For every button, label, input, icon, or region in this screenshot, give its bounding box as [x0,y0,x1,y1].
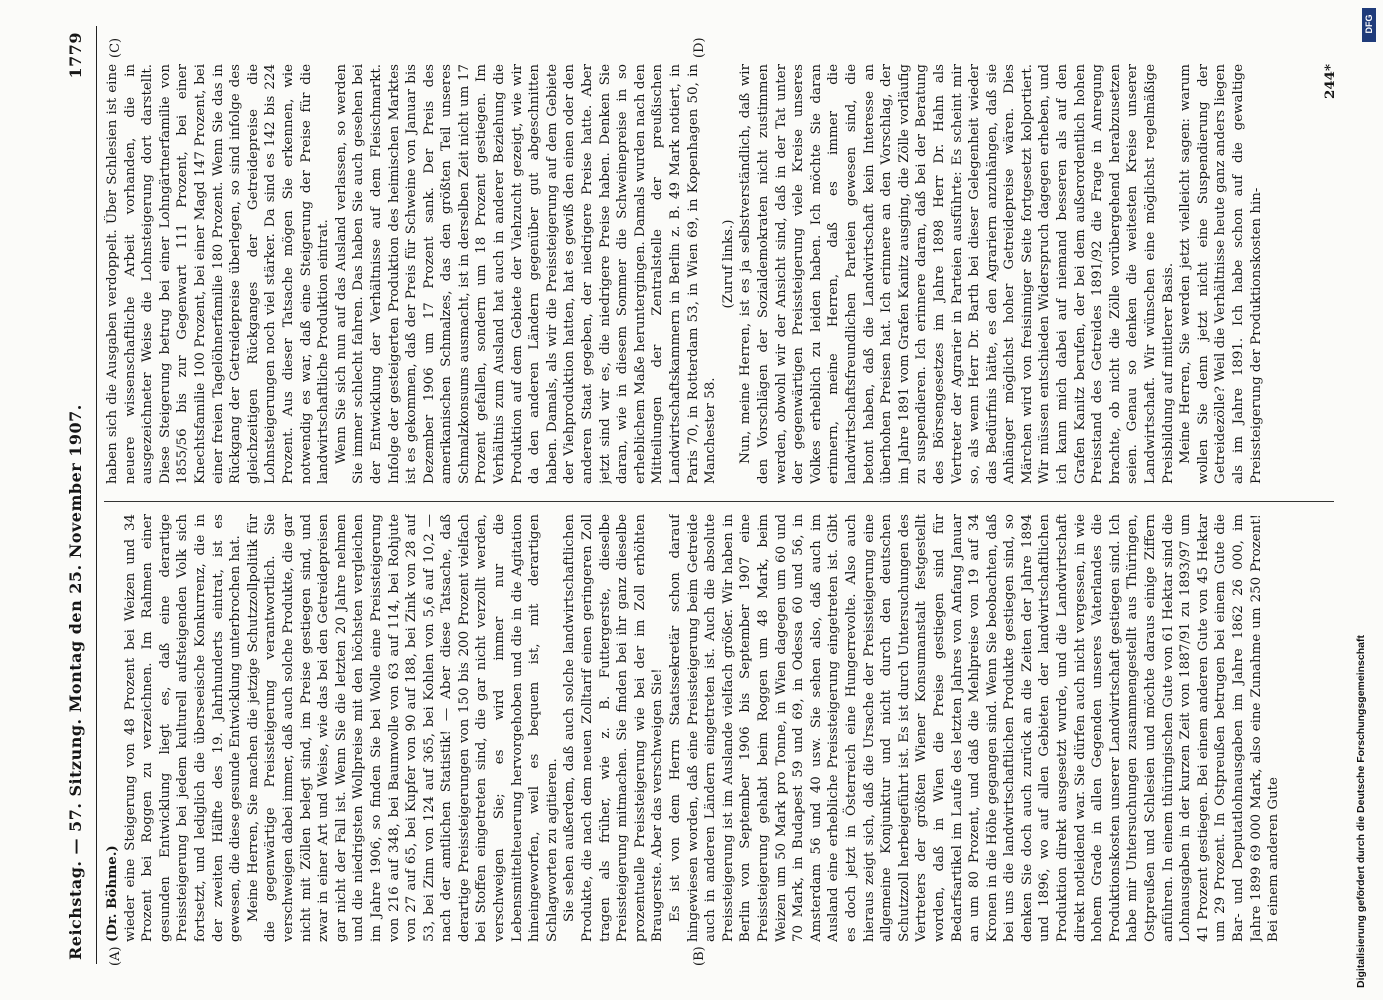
paragraph: wieder eine Steigerung von 48 Prozent bei Weizen und 34 Prozent bei Roggen zu verzeichnen. Im Rahmen einer gesunden Entwicklung liegt es, daß eine derartige Preissteigerung bei jedem kulturell aufsteigenden Volk sich fortsetzt, und lediglich die überseeische Konkurrenz, die in der zweiten Hälfte des 19. Jahrhunderts eintrat, ist es gewesen, die diese gesunde Entwicklung unterbrochen hat. [122,514,244,942]
rotated-page-frame [60,20,1350,970]
paragraph: haben sich die Ausgaben verdoppelt. Über Schlesien ist eine neuere wissenschaftliche Arbeit vorhanden, die in ausgezeichneter Weise die Lohnsteigerung dort darstellt. Diese Steigerung betrug bei einer Lohngärtnerfamilie von 1855/56 bis zur Gegenwart 111 Prozent, bei einer Knechtsfamilie 100 Prozent, bei einer Magd 147 Prozent, bei einer freien Tagelöhnerfamilie 180 Prozent. Wenn Sie das in Rückgang der Getreidepreise überlegen, so sind infolge des gleichzeitigen Rückganges der Getreidepreise die Lohnsteigerungen noch viel stärker. Da sind es 142 bis 224 Prozent. Aus dieser Tatsache mögen Sie erkennen, wie notwendig es war, daß eine Steigerung der Preise für die landwirtschaftliche Produktion eintrat. [105,64,332,484]
digitization-note: Digitalisierung gefördert durch die Deutsche Forschungsgemeinschaft [1355,635,1367,988]
dfg-logo-text: DFG [1364,14,1374,34]
margin-marker-c: (C) [108,37,123,58]
page-number: 1779 [66,32,85,79]
speaker-reference [104,514,122,942]
header-rule [96,26,97,964]
stage-direction: (Zuruf links.) [720,219,736,309]
running-header: Reichstag. — 57. Sitzung. Montag den 25. November 1907. [66,404,85,960]
page-header [60,20,94,970]
paragraph: Sie sehen außerdem, daß auch solche landwirtschaftlichen Produkte, die nach dem neuen Zolltarif einen geringeren Zoll tragen als früher, wie z. B. Futtergerste, dieselbe Preissteigerung mitmachen. Sie finden bei ihr ganz dieselbe prozentuelle Preissteigerung wie bei der im Zoll erhöhten Braugerste. Aber das verschweigen Sie! [562,514,666,942]
digitization-note-strip [1353,0,1375,1000]
paragraph: Meine Herren, Sie werden jetzt vielleicht sagen: warum wollen Sie denn jetzt nicht eine Suspendierung der Getreidezölle? Weil die Verhältnisse heute ganz anders liegen als im Jahre 1891. Ich habe schon auf die gewaltige Preissteigerung der Produktionskosten hin- [1178,64,1264,484]
margin-marker-b: (B) [692,946,707,966]
right-column [104,64,1340,484]
left-column [104,514,1340,942]
document-page [60,20,1350,970]
column-divider [104,501,1334,502]
margin-marker-a: (A) [108,946,123,966]
speaker-name: (Dr. Böhme.) [104,845,120,942]
paragraph: Es ist von dem Herrn Staatssekretär schon darauf hingewiesen worden, daß eine Preissteigerung beim Getreide auch in anderen Ländern eingetreten ist. Auch die absolute Preissteigerung ist im Auslande vielfach größer. Wir haben in Berlin von September 1906 bis September 1907 eine Preissteigerung gehabt beim Roggen um 48 Mark, beim Weizen um 50 Mark pro Tonne, in Wien dagegen um 60 und 70 Mark, in Budapest 59 und 69, in Odessa 60 und 56, in Amsterdam 56 und 40 usw. Sie sehen also, daß auch im Ausland eine erhebliche Preissteigerung eingetreten ist. Gibt es doch jetzt in Österreich eine Hungerrevolte. Also auch hieraus zeigt sich, daß die Ursache der Preissteigerung eine allgemeine Konjunktur und nicht durch den deutschen Schutzzoll herbeigeführt ist. Es ist durch Untersuchungen des Vertreters der größten Wiener Konsumanstalt festgestellt worden, daß in Wien die Preise gestiegen sind für Bedarfsartikel im Laufe des letzten Jahres von Anfang Januar an um 80 Prozent, und daß die Mehlpreise von 19 auf 34 Kronen in die Höhe gegangen sind. Wenn Sie beobachten, daß bei uns die landwirtschaftlichen Produkte gestiegen sind, so denken Sie doch auch zurück an die Zeiten der Jahre 1894 und 1896, wo auf allen Gebieten der landwirtschaftlichen Produktion direkt ausgesetzt wurde, und die Landwirtschaft direkt notleidend war. Sie dürfen auch nicht vergessen, in wie hohem Grade in allen Gegenden unseres Vaterlandes die Produktionskosten unserer Landwirtschaft gestiegen sind. Ich habe mir Untersuchungen zusammengestellt aus Thüringen, Ostpreußen und Schlesien und möchte daraus einige Ziffern anführen. In einem thüringischen Gute von 61 Hektar sind die Lohnausgaben in der kurzen Zeit von 1887/91 zu 1893/97 um 41 Prozent gestiegen. Bei einem anderen Gute von 45 Hektar um 29 Prozent. In Ostpreußen betrugen bei einem Gute die Bar- und Deputatlohnausgaben im Jahre 1862 26 000, im Jahre 1899 69 000 Mark, also eine Zunahme um 250 Prozent! Bei einem anderen Gute [668,514,1282,942]
paragraph: Meine Herren, Sie machen die jetzige Schutzzollpolitik für die gegenwärtige Preissteigerung verantwortlich. Sie verschweigen dabei immer, daß auch solche Produkte, die gar nicht mit Zöllen belegt sind, im Preise gestiegen sind, und zwar in einer Art und Weise, wie das bei den Getreidepreisen gar nicht der Fall ist. Wenn Sie die letzten 20 Jahre nehmen und die niedrigsten Wollpreise mit den höchsten vergleichen im Jahre 1906, so finden Sie bei Wolle eine Preissteigerung von 216 auf 348, bei Baumwolle von 63 auf 114, bei Rohjute von 27 auf 65, bei Kupfer von 90 auf 188, bei Zink von 28 auf 53, bei Zinn von 124 auf 365, bei Kohlen von 5,6 auf 10,2 — nach der amtlichen Statistik! — Aber diese Tatsache, daß derartige Preissteigerungen von 150 bis 200 Prozent vielfach bei Stoffen eingetreten sind, die gar nicht verzollt werden, verschweigen Sie; es wird immer nur die Lebensmittelteuerung hervorgehoben und die in die Agitation hineingeworfen, weil es bequem ist, mit derartigen Schlagworten zu agitieren. [245,514,560,942]
paragraph: Wenn Sie sich nun auf das Ausland verlassen, so werden Sie immer schlecht fahren. Das haben Sie auch gesehen bei der Entwicklung der Verhältnisse auf dem Fleischmarkt. Infolge der gesteigerten Produktion des heimischen Marktes ist es gekommen, daß der Preis für Schweine von Januar bis Dezember 1906 um 17 Prozent sank. Der Preis des amerikanischen Schmalzes, das den größten Teil unseres Schmalzkonsums ausmacht, ist in derselben Zeit nicht um 17 Prozent gefallen, sondern um 18 Prozent gestiegen. Im Verhältnis zum Ausland hat auch in anderer Beziehung die Produktion auf dem Gebiete der Viehzucht gezeigt, wie wir da den anderen Ländern gegenüber gut abgeschnitten haben. Damals, als wir die Preissteigerung auf dem Gebiete der Viehproduktion hatten, hat es gewiß den einen oder den anderen Staat gegeben, der niedrigere Preise hatte. Aber jetzt sind wir es, die niedrigere Preise haben. Denken Sie daran, wie in diesem Sommer die Schweinepreise in so erheblichem Maße heruntergingen. Damals wurden nach den Mitteilungen der Zentralstelle der preußischen Landwirtschaftskammern in Berlin z. B. 49 Mark notiert, in Paris 70, in Rotterdam 53, in Wien 69, in Kopenhagen 50, in Manchester 58. [333,64,719,484]
paragraph: Nun, meine Herren, ist es ja selbstverständlich, daß wir den Vorschlägen der Sozialdemokraten nicht zustimmen werden, obwohl wir der Ansicht sind, daß in der Tat unter der gegenwärtigen Preissteigerung viele Kreise unseres Volkes erheblich zu leiden haben. Ich möchte Sie daran erinnern, meine Herren, daß es immer die landwirtschaftsfreundlichen Parteien gewesen sind, die betont haben, daß die Landwirtschaft kein Interesse an überhohen Preisen hat. Ich erinnere an den Vorschlag, der im Jahre 1891 vom Grafen Kanitz ausging, die Zölle vorläufig zu suspendieren. Ich erinnere daran, daß bei der Beratung des Börsengesetzes im Jahre 1898 Herr Dr. Hahn als Vertreter der Agrarier in Parteien ausführte: Es scheint mir so, als wenn Herr Dr. Barth bei dieser Gelegenheit wieder das Bedürfnis hätte, es den Agrariern anzuhängen, daß sie Anhänger möglichst hoher Getreidepreise wären. Dies Märchen wird von freisinniger Seite fortgesetzt kolportiert. Wir müssen entschieden Widerspruch dagegen erheben, und ich kann mich dabei auf niemand besseren als auf den Grafen Kanitz berufen, der bei dem außerordentlich hohen Preisstand des Getreides 1891/92 die Frage in Anregung brachte, ob nicht die Zölle vorübergehend herabzusetzen seien. Genau so denken die weitesten Kreise unserer Landwirtschaft. Wir wünschen eine möglichst regelmäßige Preisbildung auf mittlerer Basis. [738,64,1176,484]
sheet-signature: 244* [1322,64,1338,99]
margin-marker-d: (D) [692,37,707,58]
